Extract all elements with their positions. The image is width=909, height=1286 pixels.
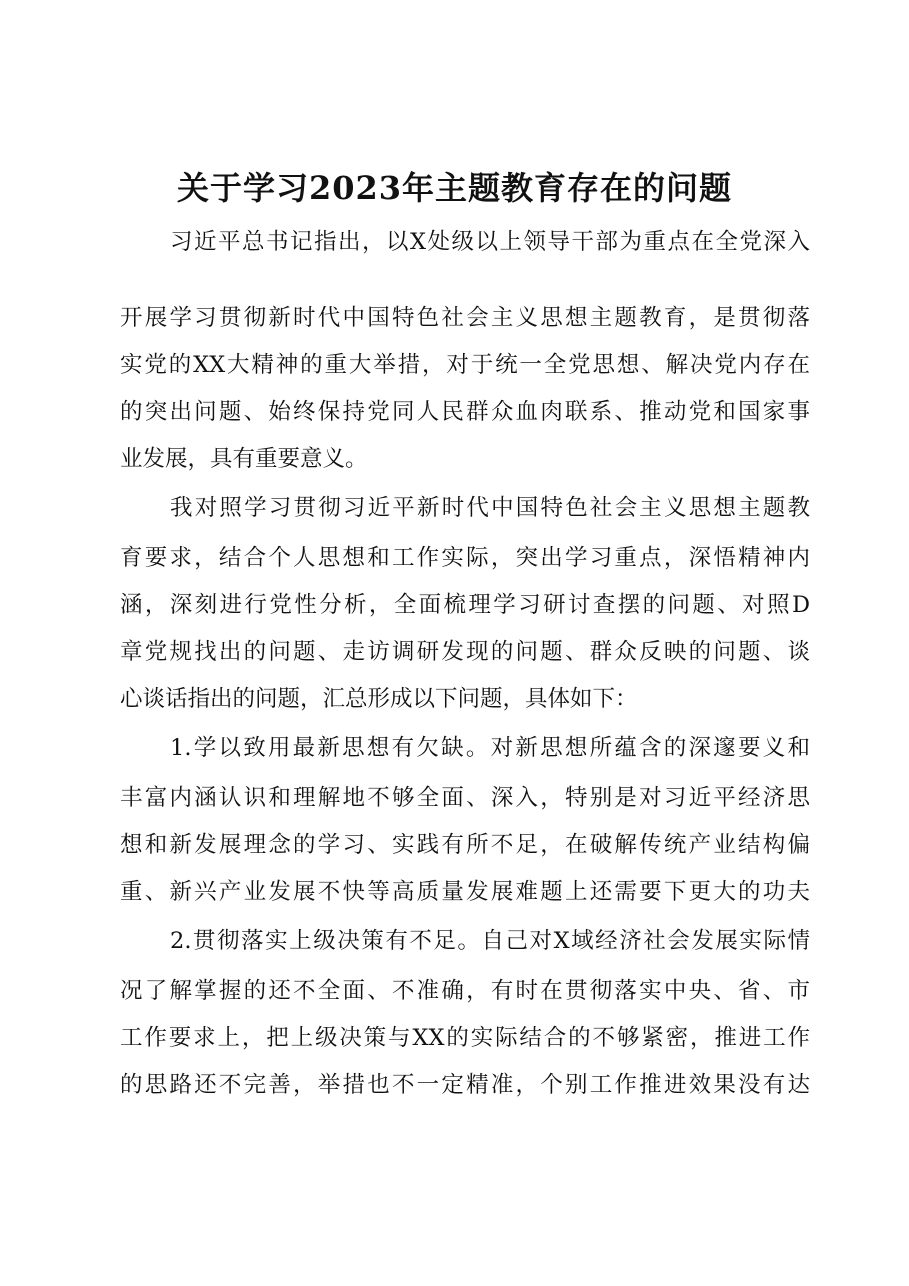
paragraph-2-line-4: 章党规找出的问题、走访调研发现的问题、群众反映的问题、谈	[120, 639, 810, 665]
paragraph-3-line-3: 想和新发展理念的学习、实践有所不足，在破解传统产业结构偏	[120, 832, 810, 858]
paragraph-1-line-2: 开展学习贯彻新时代中国特色社会主义思想主题教育，是贯彻落	[120, 305, 810, 331]
document-title: 关于学习2023年主题教育存在的问题	[176, 169, 733, 207]
paragraph-2-line-5: 心谈话指出的问题，汇总形成以下问题，具体如下：	[120, 686, 638, 712]
paragraph-1-line-1: 习近平总书记指出，以X处级以上领导干部为重点在全党深入	[170, 229, 810, 255]
paragraph-1-line-4: 的突出问题、始终保持党同人民群众血肉联系、推动党和国家事	[120, 399, 810, 425]
paragraph-4-line-4: 的思路还不完善，举措也不一定精准，个别工作推进效果没有达	[120, 1072, 810, 1098]
paragraph-2-line-1: 我对照学习贯彻习近平新时代中国特色社会主义思想主题教	[170, 495, 810, 521]
paragraph-3-line-1: 1.学以致用最新思想有欠缺。对新思想所蕴含的深邃要义和	[170, 735, 810, 761]
paragraph-2-line-2: 育要求，结合个人思想和工作实际，突出学习重点，深悟精神内	[120, 545, 810, 571]
paragraph-4-line-1: 2.贯彻落实上级决策有不足。自己对X域经济社会发展实际情	[170, 928, 810, 954]
paragraph-1-line-5: 业发展，具有重要意义。	[120, 446, 368, 472]
paragraph-3-line-2: 丰富内涵认识和理解地不够全面、深入，特别是对习近平经济思	[120, 785, 810, 811]
paragraph-2-line-3: 涵，深刻进行党性分析，全面梳理学习研讨查摆的问题、对照D	[120, 592, 810, 618]
paragraph-4-line-3: 工作要求上，把上级决策与XX的实际结合的不够紧密，推进工作	[120, 1025, 810, 1051]
paragraph-1-line-3: 实党的XX大精神的重大举措，对于统一全党思想、解决党内存在	[120, 352, 810, 378]
paragraph-3-line-4: 重、新兴产业发展不快等高质量发展难题上还需要下更大的功夫	[120, 879, 810, 905]
paragraph-4-line-2: 况了解掌握的还不全面、不准确，有时在贯彻落实中央、省、市	[120, 978, 810, 1004]
